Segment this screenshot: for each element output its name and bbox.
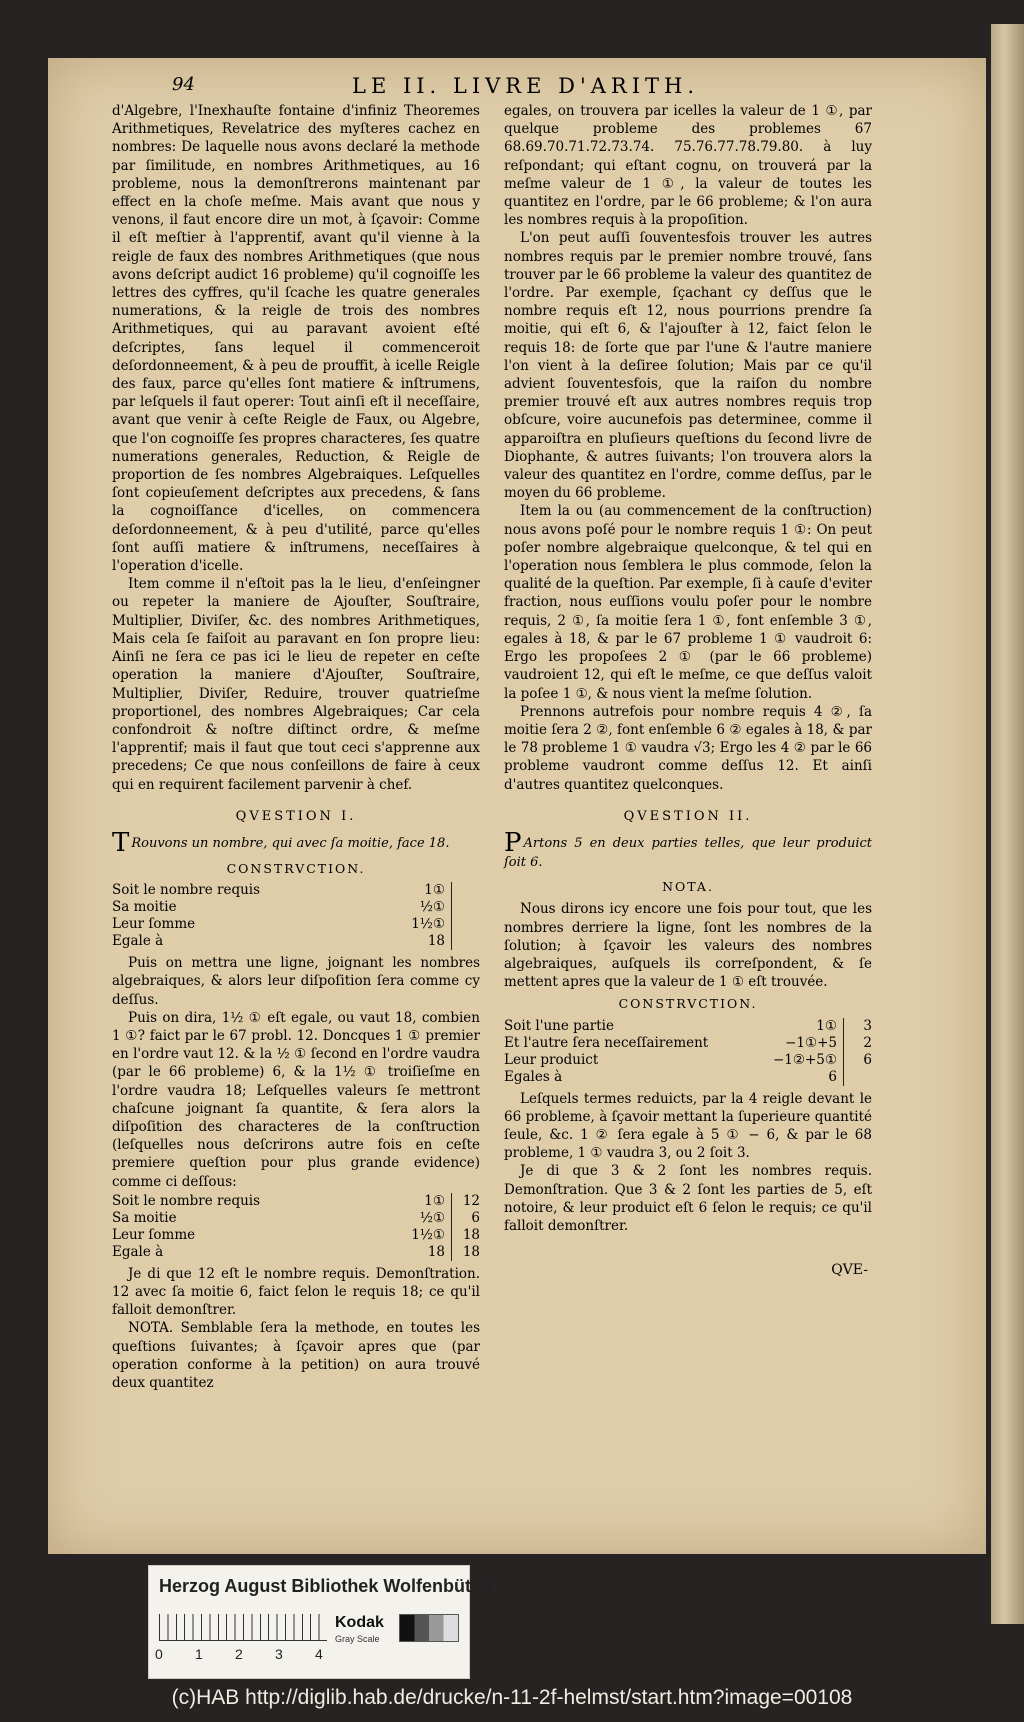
gray-scale-label: Gray Scale [335, 1634, 380, 1644]
intro-paragraph: d'Algebre, l'Inexhauſte fontaine d'infiniz Theoremes Arithmetiques, Revelatrice des myſteres cachez en nombres: De laquelle nous avons declaré la methode par ſimilitude, en nombres Arithmetiques, au 16 probleme, nous la demonſtrerons maintenant par effect en la choſe meſme. Mais avant que nous y venons, il faut encore dire un mot, à ſçavoir: Comme il eſt meſtier à l'apprentif, avant qu'il vienne à la reigle de faux des nombres Arithmetiques (que nous avons deſcript audict 16 probleme) qu'il cognoiſſe les lettres des cyffres, qu'il ſcache les quatre generales numerations, & la reigle de trois des nombres Arithmetiques, qui au paravant avoient eſté deſcriptes, ſans lequel il commenceroit deſordonneement, & à peu de prouffit, à icelle Reigle des faux, parce qu'elles ſont matiere & inſtrumens, par leſquels il faut operer: Tout ainſi eſt il neceſſaire, avant que venir à ceſte Reigle de Faux, ou Algebre, que l'on cognoiſſe ſes propres characteres, ſes quatre numerations generales, Reduction, & Reigle de proportion de ſes nombres Algebraiques. Leſquelles ſont copieuſement deſcriptes aux precedens, & ſans la cognoiſſance d'icelles, on commencera deſordonneement, & à peu d'utilité, parce qu'elles ſont auſſi matiere & inſtrumens, neceſſaires à l'operation d'icelle. [112, 103, 480, 575]
question-2-statement: P Artons 5 en deux parties telles, que leur produict ſoit 6. [504, 827, 872, 870]
construction-table-3 [504, 1018, 872, 1086]
question-1-heading: QVESTION I. [235, 808, 357, 824]
ruler-number: 0 [155, 1646, 163, 1662]
construction-table-1 [112, 882, 480, 950]
ruler-scale [159, 1614, 327, 1640]
table-row: Sa moitie ½① 6 [112, 1209, 480, 1226]
kodak-logo: Kodak [335, 1614, 384, 1631]
left-column [112, 102, 480, 1392]
library-name: Herzog August Bibliothek Wolfenbüttel [159, 1576, 492, 1596]
paragraph: Nous dirons icy encore une fois pour tout, que les nombres derriere la ligne, ſont les nombres de la ſolution; à ſçavoir les valeurs des nombres algebraiques, auſquels ils correſpondent, & ſe mettent apres que la valeur de 1 ① eſt trouvée. [504, 901, 872, 991]
construction-heading: CONSTRVCTION. [226, 860, 366, 876]
ruler-baseline [159, 1640, 327, 1641]
copyright-footer: (c)HAB http://diglib.hab.de/drucke/n-11-2f-helmst/start.htm?image=00108 [171, 1686, 853, 1709]
table-row: Et l'autre ſera neceſſairement −1①+5 2 [504, 1034, 872, 1051]
table-row: Leur ſomme 1½① 18 [112, 1226, 480, 1243]
drop-capital: T [112, 827, 130, 858]
ruler-number: 3 [275, 1646, 283, 1662]
table-row: Leur produict −1②+5① 6 [504, 1051, 872, 1068]
running-head [112, 74, 934, 98]
paragraph: Puis on dira, 1½ ① eſt egale, ou vaut 18, combien 1 ①? faict par le 67 probl. 12. Doncques 1 ① premier en l'ordre vaut 12. & la ½ ① ſecond en l'ordre vaudra (par le 66 probleme) 6, & la 1½ ① troiſieſme en l'ordre vaudra 18; Leſquelles valeurs ſe mettront chaſcune joignant ſa quantite, & ſera alors la diſpoſition des characteres de la conſtruction (leſquelles nous deſcrirons autre fois en ceſte premiere queſtion pour plus grande evidence) comme ci deſſous: [112, 1009, 480, 1190]
ruler-number: 1 [195, 1646, 203, 1662]
question-1-statement: T Rouvons un nombre, qui avec ſa moitie, face 18. [112, 827, 450, 858]
drop-capital: P [504, 827, 522, 858]
table-row: Sa moitie ½① [112, 899, 480, 916]
paragraph: Prennons autrefois pour nombre requis 4 ②, ſa moitie ſera 2 ②, font enſemble 6 ② egales à 18, & par le 78 probleme 1 ① vaudra √3; Ergo les 4 ② par le 66 probleme vaudront comme deſſus 12. Et ainſi d'autres quantitez quelconques. [504, 703, 872, 793]
library-color-card [148, 1565, 492, 1679]
paragraph: Item la ou (au commencement de la conſtruction) nous avons poſé pour le nombre requis 1 ①: On peut poſer nombre algebraique quelconque, & tel qui en l'operation nous ſemblera le plus commode, ſelon la qualité de la queſtion. Par exemple, ſi à cauſe d'eviter fraction, nous euſſions voulu poſer pour le nombre requis, 2 ①, ſa moitie ſera 1 ①, font enſemble 3 ①, egales à 18, & par le 67 probleme 1 ① vaudroit 6: Ergo les propoſees 2 ① (par le 66 probleme) vaudroient 12, qui eſt le meſme, ce que deſſus valoit la poſee 1 ①, & nous vient la meſme ſolution. [504, 503, 872, 702]
paragraph: NOTA. Semblable ſera la methode, en toutes les queſtions ſuivantes; à ſçavoir apres que (par operation conforme à la petition) on aura trouvé deux quantitez [112, 1320, 480, 1391]
paragraph: Je di que 3 & 2 ſont les nombres requis. Demonſtration. Que 3 & 2 ſont les parties de 5, eſt notoire, & leur produict eſt 6 ſelon le requis; ce qu'il falloit demonſtrer. [504, 1163, 872, 1234]
table-row: Soit le nombre requis 1① 12 [112, 1192, 480, 1209]
ruler-number: 2 [235, 1646, 243, 1662]
paragraph: egales, on trouvera par icelles la valeur de 1 ①, par quelque probleme des problemes 67 68.69.70.71.72.73.74. 75.76.77.78.79.80. à luy reſpondant; qui eſtant cognu, on trouverá par la meſme valeur de 1 ①, la valeur de toutes les quantitez en l'ordre, par le 66 probleme; & l'on aura les nombres requis à la propoſition. [504, 103, 872, 229]
table-row: Leur ſomme 1½① [112, 916, 480, 933]
paragraph: Leſquels termes reduicts, par la 4 reigle devant le 66 probleme, à ſçavoir mettant la ſuperieure quantité ſeule, &c. 1 ② ſera egale à 5 ① − 6, & par le 68 probleme, 1 ① vaudra 3, ou 2 ſoit 3. [504, 1090, 872, 1162]
gray-swatches [399, 1614, 459, 1642]
table-row: Egale à 18 [112, 933, 480, 950]
ruler-number: 4 [315, 1646, 323, 1662]
table-row: Soit l'une partie 1① 3 [504, 1017, 872, 1034]
running-title: LE II. LIVRE D'ARITH. [352, 74, 699, 98]
table-row: Egale à 18 18 [112, 1243, 480, 1260]
paragraph: Puis on mettra une ligne, joignant les nombres algebraiques, & alors leur diſpoſition ſera comme cy deſſus. [112, 955, 480, 1008]
construction-table-2 [112, 1193, 480, 1261]
paragraph: L'on peut auſſi ſouventesfois trouver les autres nombres requis par le premier nombre trouvé, ſans trouver par le 66 probleme la valeur des quantitez de l'ordre. Par exemple, ſçachant cy deſſus que le nombre requis eſt 12, nous pourrions prendre ſa moitie, qui eſt 6, & l'ajouſter à 12, faict ſelon le requis 18: de ſorte que par l'une & l'autre maniere l'on vient à la deſiree ſolution; Mais par ce qu'il advient ſouventesfois, que la raiſon du nombre premier trouvé eſt aux autres nombres requis trop obſcure, voire aucunefois pas determinee, comme il apparoiſtra en pluſieurs queſtions du ſecond livre de Diophante, & autres ſuivants; l'on trouvera alors la valeur des quantitez en l'ordre, comme deſſus, par le moyen du 66 probleme. [504, 230, 872, 502]
adjacent-page-edge [991, 24, 1024, 1624]
construction-heading: CONSTRVCTION. [618, 996, 758, 1012]
right-column [504, 102, 872, 1279]
paragraph: Item comme il n'eſtoit pas la le lieu, d'enſeingner ou repeter la maniere de Ajouſter, Souſtraire, Multiplier, Diviſer, &c. des nombres Arithmetiques, Mais cela ſe faiſoit au paravant en ſon propre lieu: Ainſi ne ſera ce pas ici le lieu de repeter en ceſte operation la maniere d'Ajouſter, Souſtraire, Multiplier, Diviſer, Reduire, trouver quatrieſme proportionel, des nombres Algebraiques; Car cela confondroit & noſtre diſtinct ordre, & meſme l'apprentif; mais il faut que tout ceci s'apprenne aux precedens; Ce que nous conſeillons de faire à ceux qui en requirent facilement parvenir à chef. [112, 576, 480, 793]
catchword: QVE- [831, 1262, 868, 1279]
table-row: Soit le nombre requis 1① [112, 882, 480, 899]
table-row: Egales à 6 [504, 1069, 872, 1086]
nota-heading: NOTA. [662, 879, 714, 895]
page-number: 94 [172, 74, 195, 95]
paragraph: Je di que 12 eſt le nombre requis. Demonſtration. 12 avec ſa moitie 6, faict ſelon le requis 18; ce qu'il falloit demonſtrer. [112, 1265, 480, 1319]
question-2-heading: QVESTION II. [623, 808, 753, 824]
